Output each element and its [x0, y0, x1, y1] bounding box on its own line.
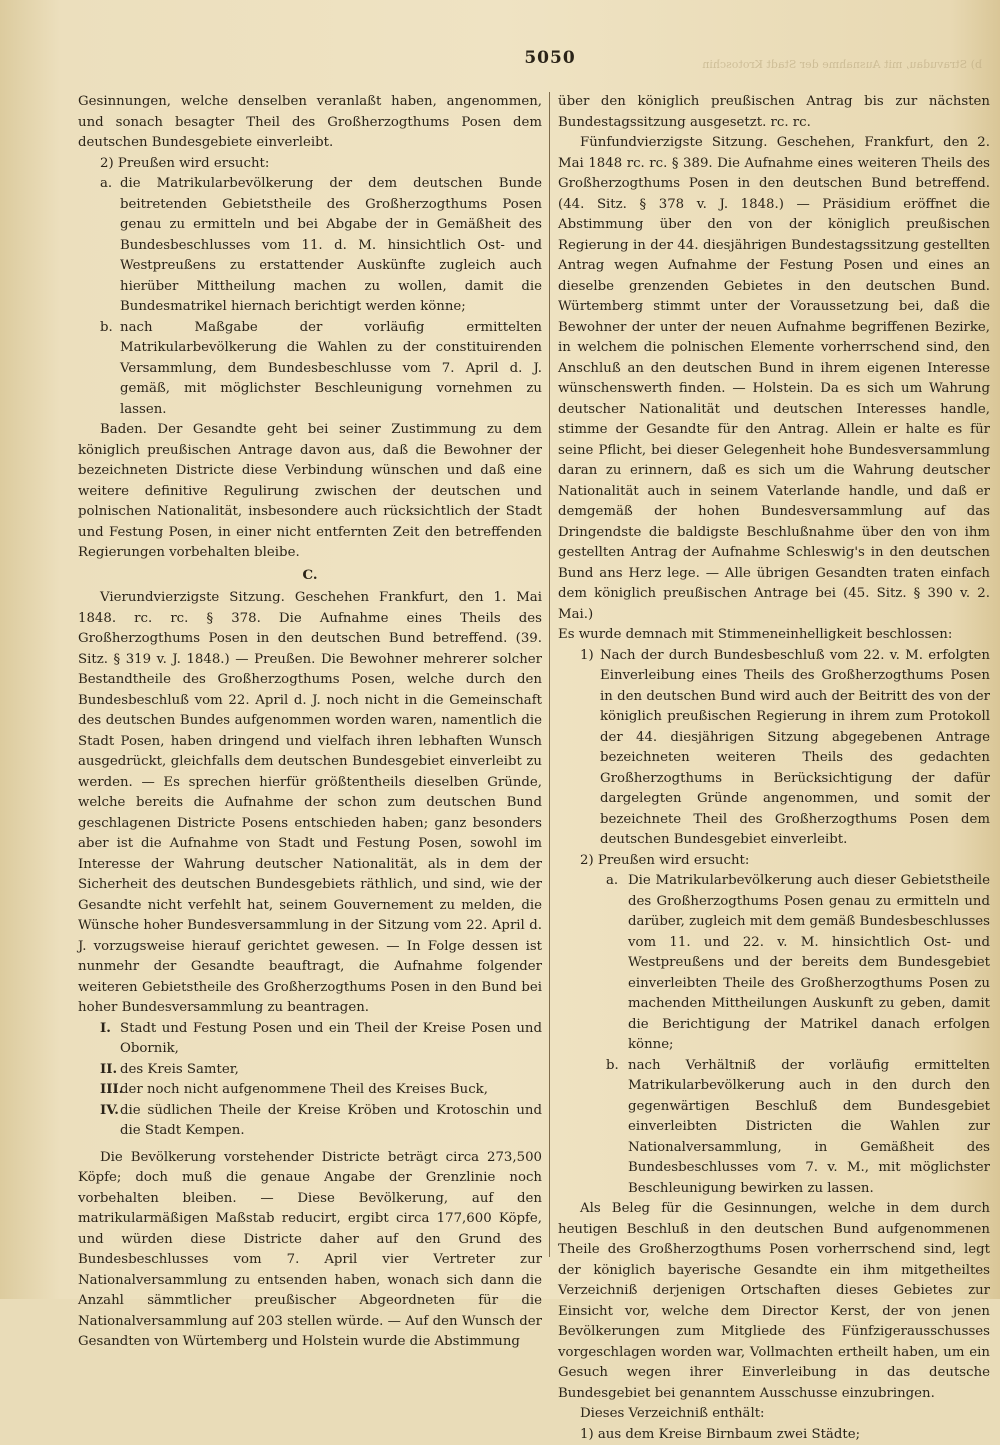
- paragraph: Es wurde demnach mit Stimmeneinhelligkeit beschlossen:: [558, 625, 990, 646]
- list-text: des Kreis Samter,: [120, 1062, 239, 1077]
- list-item: [78, 174, 542, 318]
- left-column: [78, 92, 542, 1353]
- list-text: der noch nicht aufgenommene Theil des Kreises Buck,: [120, 1082, 488, 1097]
- list-label: a.: [606, 871, 618, 892]
- paragraph: über den königlich preußischen Antrag bis zur nächsten Bundestagssitzung ausgesetzt. rc. rc.: [558, 92, 990, 133]
- right-column: [558, 92, 990, 1445]
- paragraph: 1) aus dem Kreise Birnbaum zwei Städte;: [558, 1425, 990, 1445]
- list-text: die südlichen Theile der Kreise Kröben und Krotoschin und die Stadt Kempen.: [120, 1103, 542, 1139]
- paragraph: 2) Preußen wird ersucht:: [558, 851, 990, 872]
- paragraph: Dieses Verzeichniß enthält:: [558, 1404, 990, 1425]
- paragraph: Als Beleg für die Gesinnungen, welche in dem durch heutigen Beschluß in den deutschen Bund aufgenommenen Theile des Großherzogthums Posen vorherrschend sind, legt der königlich bayerische Gesandte ein ihm mitgetheiltes Verzeichniß derjenigen Ortschaften dieses Gebietes zur Einsicht vor, welche dem Director Kerst, der von jenen Bevölkerungen zum Mitgliede des Fünfzigerausschusses vorgeschlagen worden war, Vollmachten ertheilt haben, um ein Gesuch wegen ihrer Einverleibung in das deutsche Bundesgebiet bei genanntem Ausschusse einzubringen.: [558, 1199, 990, 1404]
- list-label: I.: [100, 1019, 111, 1040]
- list-label: a.: [100, 174, 112, 195]
- list-item: [78, 1080, 542, 1101]
- list-text: die Matrikularbevölkerung der dem deutschen Bunde beitretenden Gebietstheile des Großherzogthums Posen genau zu ermitteln und bei Abgabe der in Gemäßheit des Bundesbeschlusses vom 11. d. M. hinsichtlich Ost- und Westpreußens zu erstattender Auskünfte zugleich auch hierüber Mittheilung machen zu wollen, damit die Bundesmatrikel hiernach berichtigt werden könne;: [120, 176, 542, 314]
- list-item: [78, 1019, 542, 1060]
- paragraph: 2) Preußen wird ersucht:: [78, 154, 542, 175]
- list-label: b.: [100, 318, 113, 339]
- list-item: [558, 1056, 990, 1200]
- paragraph: Die Bevölkerung vorstehender Districte beträgt circa 273,500 Köpfe; doch muß die genaue Angabe der Grenzlinie noch vorbehalten bleiben. — Diese Bevölkerung, auf den matrikularmäßigen Maßstab reducirt, ergibt circa 177,600 Köpfe, und würden diese Districte daher auf den Grund des Bundesbeschlusses vom 7. April vier Vertreter zur Nationalversammlung zu entsenden haben, wonach sich dann die Anzahl sämmtlicher preußischer Abgeordneten für die Nationalversammlung auf 203 stellen würde. — Auf den Wunsch der Gesandten von Würtemberg und Holstein wurde die Abstimmung: [78, 1148, 542, 1353]
- list-item: [558, 646, 990, 851]
- list-label: b.: [606, 1056, 619, 1077]
- list-text: Die Matrikularbevölkerung auch dieser Gebietstheile des Großherzogthums Posen genau zu ermitteln und darüber, zugleich mit dem gemäß Bundesbeschlusses vom 11. und 22. v. M. hinsichtlich Ost- und Westpreußens und der bereits dem Bundesgebiet einverleibten Theile des Großherzogthums Posen zu machenden Mittheilungen Auskunft zu geben, damit die Berichtigung der Matrikel danach erfolgen könne;: [628, 873, 990, 1052]
- paragraph: Fünfundvierzigste Sitzung. Geschehen, Frankfurt, den 2. Mai 1848 rc. rc. § 389. Die Aufnahme eines weiteren Theils des Großherzogthums Posen in den deutschen Bund betreffend. (44. Sitz. § 378 v. J. 1848.) — Präsidium eröffnet die Abstimmung über den von der königlich preußischen Regierung in der 44. diesjährigen Bundestagssitzung gestellten Antrag wegen Aufnahme der Festung Posen und eines an dieselbe grenzenden Gebietes in den deutschen Bund. Würtemberg stimmt unter der Voraussetzung bei, daß die Bewohner der unter der neuen Aufnahme begriffenen Bezirke, in welchem die polnischen Elemente vorherrschend sind, den Anschluß an den deutschen Bund in ihrem eigenen Interesse wünschenswerth finden. — Holstein. Da es sich um Wahrung deutscher Nationalität und deutschen Interesses handle, stimme der Gesandte für den Antrag. Allein er halte es für seine Pflicht, bei dieser Gelegenheit hohe Bundesversammlung daran zu erinnern, daß es sich um die Wahrung deutscher Nationalität auch in seinem Vaterlande handle, und daß er demgemäß der hohen Bundesversammlung auf das Dringendste die baldigste Beschlußnahme über den von ihm gestellten Antrag der Aufnahme Schleswig's in den deutschen Bund ans Herz lege. — Alle übrigen Gesandten traten einfach dem königlich preußischen Antrage bei (45. Sitz. § 390 v. 2. Mai.): [558, 133, 990, 625]
- section-heading: C.: [78, 566, 542, 587]
- list-label: IV.: [100, 1101, 119, 1122]
- paragraph: Gesinnungen, welche denselben veranlaßt haben, angenommen, und sonach besagter Theil des Großherzogthums Posen dem deutschen Bundesgebiete einverleibt.: [78, 92, 542, 154]
- list-label: II.: [100, 1060, 117, 1081]
- paragraph: Vierundvierzigste Sitzung. Geschehen Frankfurt, den 1. Mai 1848. rc. rc. § 378. Die Aufnahme eines Theils des Großherzogthums Posen in den deutschen Bund betreffend. (39. Sitz. § 319 v. J. 1848.) — Preußen. Die Bewohner mehrerer solcher Bestandtheile des Großherzogthums Posen, welche durch den Bundesbeschluß vom 22. April d. J. noch nicht in die Gemeinschaft des deutschen Bundes aufgenommen worden waren, namentlich die Stadt Posen, haben dringend und vielfach ihren lebhaften Wunsch ausgedrückt, gleichfalls dem deutschen Bundesgebiet einverleibt zu werden. — Es sprechen hierfür größtentheils dieselben Gründe, welche bereits die Aufnahme der schon zum deutschen Bund geschlagenen Districte Posens entschieden haben; ganz besonders aber ist die Aufnahme von Stadt und Festung Posen, sowohl im Interesse der Wahrung deutscher Nationalität, als in dem der Sicherheit des deutschen Bundesgebiets räthlich, und sind, wie der Gesandte nicht verfehlt hat, seinem Gouvernement zu melden, die Wünsche hoher Bundesversammlung in der Sitzung vom 22. April d. J. vorzugsweise hierauf gerichtet gewesen. — In Folge dessen ist nunmehr der Gesandte beauftragt, die Aufnahme folgender weiteren Gebietstheile des Großherzogthums Posen in den Bund bei hoher Bundesversammlung zu beantragen.: [78, 588, 542, 1019]
- list-text: nach Verhältniß der vorläufig ermittelten Matrikularbevölkerung auch in den durch den gegenwärtigen Beschluß dem Bundesgebiet einverleibten Districten die Wahlen zur Nationalversammlung, in Gemäßheit des Bundesbeschlusses vom 7. v. M., mit möglichster Beschleunigung bewirken zu lassen.: [628, 1058, 990, 1196]
- list-item: [78, 1101, 542, 1142]
- list-text: Stadt und Festung Posen und ein Theil der Kreise Posen und Obornik,: [120, 1021, 542, 1057]
- list-label: III.: [100, 1080, 123, 1101]
- list-text: Nach der durch Bundesbeschluß vom 22. v. M. erfolgten Einverleibung eines Theils des Großherzogthums Posen in den deutschen Bund wird auch der Beitritt des von der königlich preußischen Regierung in ihrem zum Protokoll der 44. diesjährigen Sitzung abgegebenen Antrage bezeichneten weiteren Theils des gedachten Großherzogthums in Berücksichtigung der dafür dargelegten Gründe angenommen, und somit der bezeichnete Theil des Großherzogthums Posen dem deutschen Bundesgebiet einverleibt.: [600, 648, 990, 848]
- column-divider: [549, 92, 550, 1257]
- list-item: [78, 318, 542, 421]
- list-label: 1): [580, 646, 594, 667]
- page-number: 5050: [500, 48, 600, 68]
- bleed-through-text: b) Stravudau, mit Ausnahme der Stadt Krotoschin: [562, 58, 982, 71]
- paragraph: Baden. Der Gesandte geht bei seiner Zustimmung zu dem königlich preußischen Antrage davon aus, daß die Bewohner der bezeichneten Districte diese Verbindung wünschen und daß eine weitere definitive Regulirung zwischen der deutschen und polnischen Nationalität, insbesondere auch rücksichtlich der Stadt und Festung Posen, in einer nicht entfernten Zeit den betreffenden Regierungen vorbehalten bleibe.: [78, 420, 542, 564]
- list-item: [558, 871, 990, 1056]
- list-text: nach Maßgabe der vorläufig ermittelten Matrikularbevölkerung die Wahlen zu der constituirenden Versammlung, dem Bundesbeschlusse vom 7. April d. J. gemäß, mit möglichster Beschleunigung vornehmen zu lassen.: [120, 320, 542, 417]
- list-item: [78, 1060, 542, 1081]
